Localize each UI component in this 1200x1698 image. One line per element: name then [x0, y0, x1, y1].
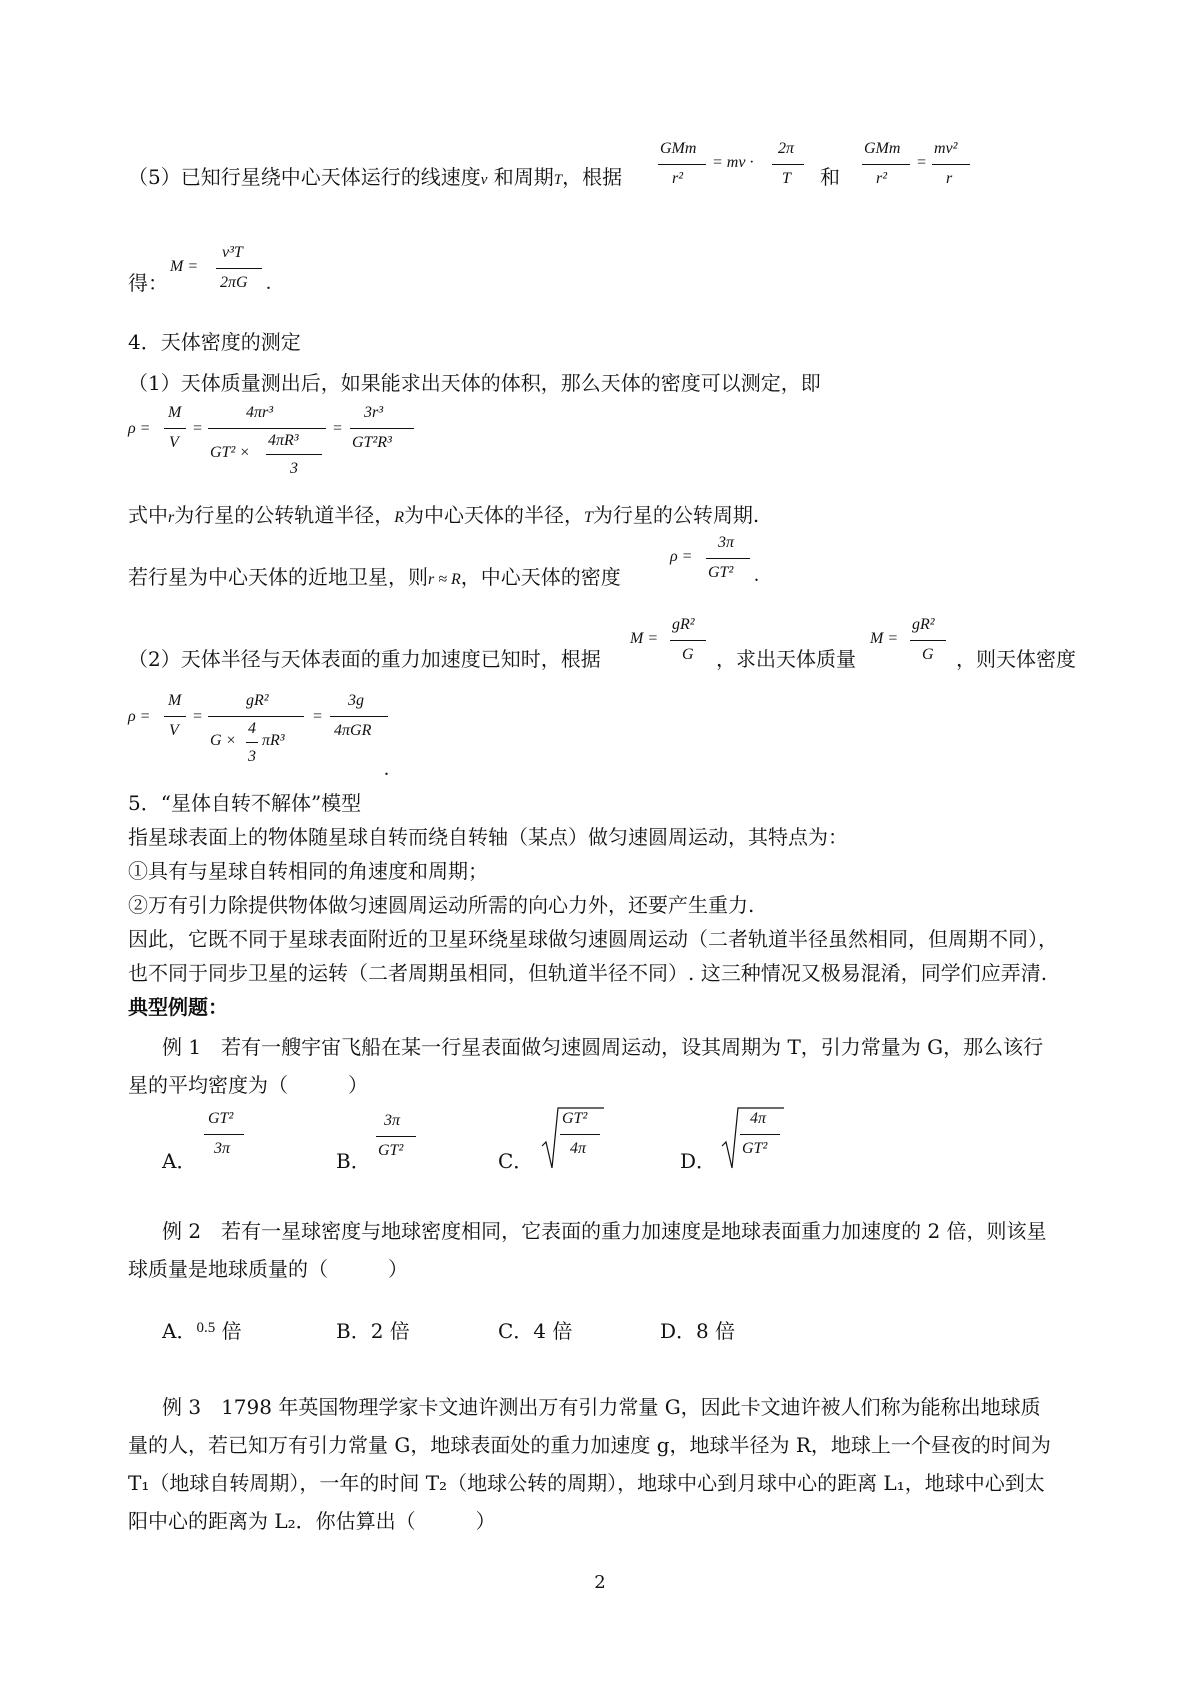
- text: ，则天体密度: [956, 647, 1076, 671]
- option-c-label: C．: [498, 1149, 534, 1173]
- period: .: [754, 564, 759, 586]
- page-number: 2: [594, 1572, 606, 1593]
- option-d: D．8 倍: [660, 1319, 736, 1343]
- paragraph: ①具有与星球自转相同的角速度和周期；: [128, 859, 488, 883]
- numerator: 4π: [750, 1110, 767, 1127]
- equation-density-gravity: [128, 692, 408, 792]
- examples-heading: 典型例题：: [128, 995, 228, 1019]
- var-r: r: [168, 509, 175, 526]
- equation-gravity-velocity: [860, 140, 1000, 200]
- paragraph: （1）天体质量测出后，如果能求出天体的体积，那么天体的密度可以测定，即: [128, 371, 821, 395]
- numerator: 4πr³: [246, 404, 274, 421]
- equation-density-near: [670, 534, 780, 594]
- option-c-formula: [540, 1102, 610, 1172]
- option-c: C．4 倍: [498, 1319, 573, 1343]
- period: .: [266, 272, 271, 294]
- variables-explanation: [128, 500, 759, 533]
- rho: ρ =: [128, 708, 151, 725]
- numerator: M: [168, 404, 182, 421]
- equals: =: [192, 708, 203, 725]
- numerator: gR²: [246, 692, 269, 709]
- numerator: gR²: [912, 616, 935, 633]
- unit: 倍: [221, 1319, 242, 1343]
- example-2-text: 例 2 若有一星球密度与地球密度相同，它表面的重力加速度是地球表面重力加速度的 2 倍，则该星: [162, 1219, 1047, 1243]
- var-R: R: [394, 509, 405, 526]
- denominator: GT²: [708, 564, 734, 581]
- denominator-part: GT² ×: [210, 444, 251, 461]
- option-a-label: A．: [162, 1149, 197, 1173]
- equals: =: [332, 420, 343, 437]
- example-1-text: 例 1 若有一艘宇宙飞船在某一行星表面做匀速圆周运动，设其周期为 T，引力常量为 G，那么该行: [162, 1035, 1044, 1059]
- heading-density: 4．天体密度的测定: [128, 330, 301, 354]
- rho: ρ =: [670, 548, 693, 565]
- var-T: T: [553, 172, 563, 188]
- and-text: 和: [820, 165, 840, 189]
- option-d-label: D．: [680, 1149, 717, 1173]
- numerator: 2π: [778, 140, 795, 157]
- option-b-label: B．: [336, 1149, 371, 1173]
- denominator: GT²: [742, 1140, 768, 1157]
- option-label: A．: [162, 1319, 197, 1343]
- var-T: T: [584, 509, 593, 526]
- numerator: mv²: [934, 140, 958, 157]
- denominator: 4πGR: [334, 722, 372, 739]
- text: 为行星的公转轨道半径，: [174, 503, 395, 527]
- denominator: T: [782, 170, 791, 187]
- result-label: 得：: [128, 271, 168, 295]
- numerator: GT²: [562, 1110, 588, 1127]
- equation-gravity-period: [656, 140, 816, 200]
- text: 式中: [128, 503, 168, 527]
- denominator: 2πG: [220, 274, 248, 291]
- option-d-formula: [720, 1102, 790, 1172]
- denominator-part: πR³: [262, 732, 285, 749]
- lhs: M =: [630, 630, 659, 647]
- denominator: GT²R³: [352, 434, 392, 451]
- numerator: GT²: [208, 1110, 234, 1127]
- example-3-text: 阳中心的距离为 L₂．你估算出（ ）: [128, 1509, 496, 1533]
- denominator: r²: [672, 170, 684, 187]
- numerator: M: [168, 692, 182, 709]
- paragraph: （2）天体半径与天体表面的重力加速度已知时，根据: [128, 647, 601, 671]
- rho: ρ =: [128, 420, 151, 437]
- equals: =: [192, 420, 203, 437]
- inner-denominator: 3: [290, 460, 298, 477]
- denominator-part: G ×: [210, 732, 237, 749]
- heading-model: 5．“星体自转不解体”模型: [128, 791, 362, 815]
- option-b: B．2 倍: [336, 1319, 410, 1343]
- text: ，根据: [562, 165, 623, 189]
- text: 若行星为中心天体的近地卫星，则: [128, 565, 428, 589]
- text: 为行星的公转周期.: [592, 503, 760, 527]
- approx: r ≈ R: [428, 571, 461, 588]
- text: 为中心天体的半径，: [404, 503, 585, 527]
- equation-mass-gravity: [630, 616, 720, 676]
- paragraph: ②万有引力除提供物体做匀速圆周运动所需的向心力外，还要产生重力.: [128, 893, 755, 917]
- section5-line: [128, 162, 622, 195]
- example-1-text: 星的平均密度为（ ）: [128, 1073, 368, 1097]
- denominator: V: [169, 722, 179, 739]
- numerator: v³T: [222, 244, 243, 261]
- text: ，求出天体质量: [716, 647, 856, 671]
- equals: =: [312, 708, 323, 725]
- inner-numerator: 4πR³: [268, 432, 299, 449]
- example-3-text: 例 3 1798 年英国物理学家卡文迪许测出万有引力常量 G，因此卡文迪许被人们称为能称出地球质: [162, 1395, 1041, 1419]
- period: .: [384, 758, 389, 780]
- numerator: 3π: [384, 1112, 401, 1129]
- numerator: 3g: [348, 692, 364, 709]
- equation-density-general: [128, 404, 428, 494]
- denominator: GT²: [378, 1142, 404, 1159]
- denominator: G: [682, 646, 694, 663]
- var-v: v: [480, 172, 488, 188]
- paragraph: 指星球表面上的物体随星球自转而绕自转轴（某点）做匀速圆周运动，其特点为：: [128, 825, 848, 849]
- denominator: V: [169, 434, 179, 451]
- inner-numerator: 4: [248, 720, 256, 737]
- near-satellite-line: [128, 562, 621, 595]
- equals: =: [916, 154, 927, 171]
- numerator: gR²: [672, 616, 695, 633]
- equation-mass-result: [170, 244, 290, 304]
- lhs: M =: [170, 258, 199, 275]
- denominator: r: [946, 170, 953, 187]
- numerator: 3r³: [364, 404, 384, 421]
- denominator: r²: [876, 170, 888, 187]
- numerator: GMm: [660, 140, 697, 157]
- inner-denominator: 3: [248, 748, 256, 765]
- value: 0.5: [196, 1320, 216, 1336]
- denominator: 4π: [570, 1140, 587, 1157]
- paragraph: 因此，它既不同于星球表面附近的卫星环绕星球做匀速圆周运动（二者轨道半径虽然相同，但周期不同），: [128, 927, 1058, 951]
- denominator: 3π: [214, 1140, 231, 1157]
- operator: = mv ·: [712, 154, 754, 171]
- numerator: GMm: [864, 140, 901, 157]
- numerator: 3π: [718, 534, 735, 551]
- denominator: G: [922, 646, 934, 663]
- text: 和周期: [487, 165, 554, 189]
- text: ，中心天体的密度: [460, 565, 621, 589]
- example-2-text: 球质量是地球质量的（ ）: [128, 1257, 408, 1281]
- lhs: M =: [870, 630, 899, 647]
- option-a: [162, 1316, 242, 1349]
- example-3-text: T₁（地球自转周期），一年的时间 T₂（地球公转的周期），地球中心到月球中心的距离 L₁，地球中心到太: [128, 1471, 1045, 1495]
- example-3-text: 量的人，若已知万有引力常量 G，地球表面处的重力加速度 g，地球半径为 R，地球上一个昼夜的时间为: [128, 1433, 1051, 1457]
- paragraph: 也不同于同步卫星的运转（二者周期虽相同，但轨道半径不同）. 这三种情况又极易混淆，同学们应弄清.: [128, 961, 1048, 985]
- text: （5）已知行星绕中心天体运行的线速度: [128, 165, 481, 189]
- option-a-formula: [198, 1110, 258, 1170]
- option-b-formula: [370, 1112, 430, 1172]
- equation-mass-gravity-2: [870, 616, 960, 676]
